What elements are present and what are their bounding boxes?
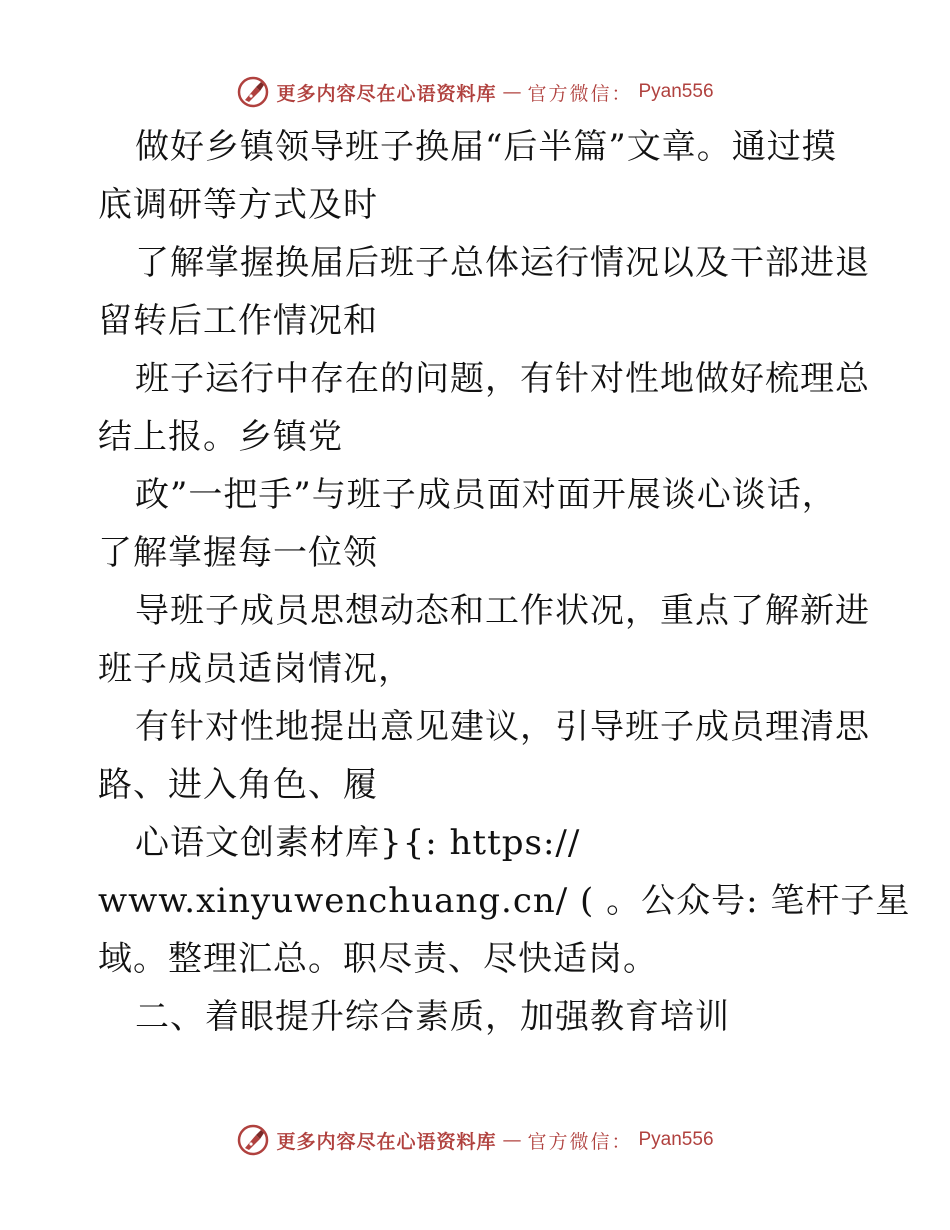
- body-line: 结上报。乡镇党: [98, 417, 343, 457]
- body-line: 心语文创素材库}{: https://: [135, 823, 581, 863]
- section-heading: 二、着眼提升综合素质，加强教育培训: [135, 997, 730, 1037]
- pen-nib-logo-icon: [236, 1123, 270, 1157]
- document-body: [98, 118, 911, 1046]
- header-banner-separator: —: [502, 81, 522, 103]
- body-line: 留转后工作情况和: [98, 301, 378, 341]
- body-line: 做好乡镇领导班子换届“后半篇”文章。通过摸: [135, 127, 837, 167]
- body-line: 班子运行中存在的问题，有针对性地做好梳理总: [135, 359, 870, 399]
- body-line: 底调研等方式及时: [98, 185, 378, 225]
- body-line: 路、进入角色、履: [98, 765, 378, 805]
- footer-banner-main-text: 更多内容尽在心语资料库: [276, 1130, 497, 1153]
- body-line: 政”一把手”与班子成员面对面开展谈心谈话，: [135, 475, 837, 515]
- header-banner: [0, 70, 950, 114]
- footer-banner: [0, 1118, 950, 1162]
- pen-nib-logo-icon: [236, 75, 270, 109]
- footer-banner-separator: —: [502, 1129, 522, 1151]
- header-banner-main-text: 更多内容尽在心语资料库: [276, 82, 497, 105]
- body-line: 了解掌握每一位领: [98, 533, 378, 573]
- body-line: 了解掌握换届后班子总体运行情况以及干部进退: [135, 243, 870, 283]
- footer-banner-label: 官方微信：: [527, 1130, 633, 1153]
- body-line: www.xinyuwenchuang.cn/ ( 。公众号: 笔杆子星: [98, 881, 911, 921]
- body-line: 导班子成员思想动态和工作状况，重点了解新进: [135, 591, 870, 631]
- body-line: 有针对性地提出意见建议，引导班子成员理清思: [135, 707, 870, 747]
- body-line: 班子成员适岗情况，: [98, 649, 413, 689]
- header-banner-label: 官方微信：: [527, 82, 633, 105]
- body-line: 域。整理汇总。职尽责、尽快适岗。: [98, 939, 658, 979]
- header-wechat-id: Pyan556: [638, 81, 714, 102]
- footer-wechat-id: Pyan556: [638, 1129, 714, 1150]
